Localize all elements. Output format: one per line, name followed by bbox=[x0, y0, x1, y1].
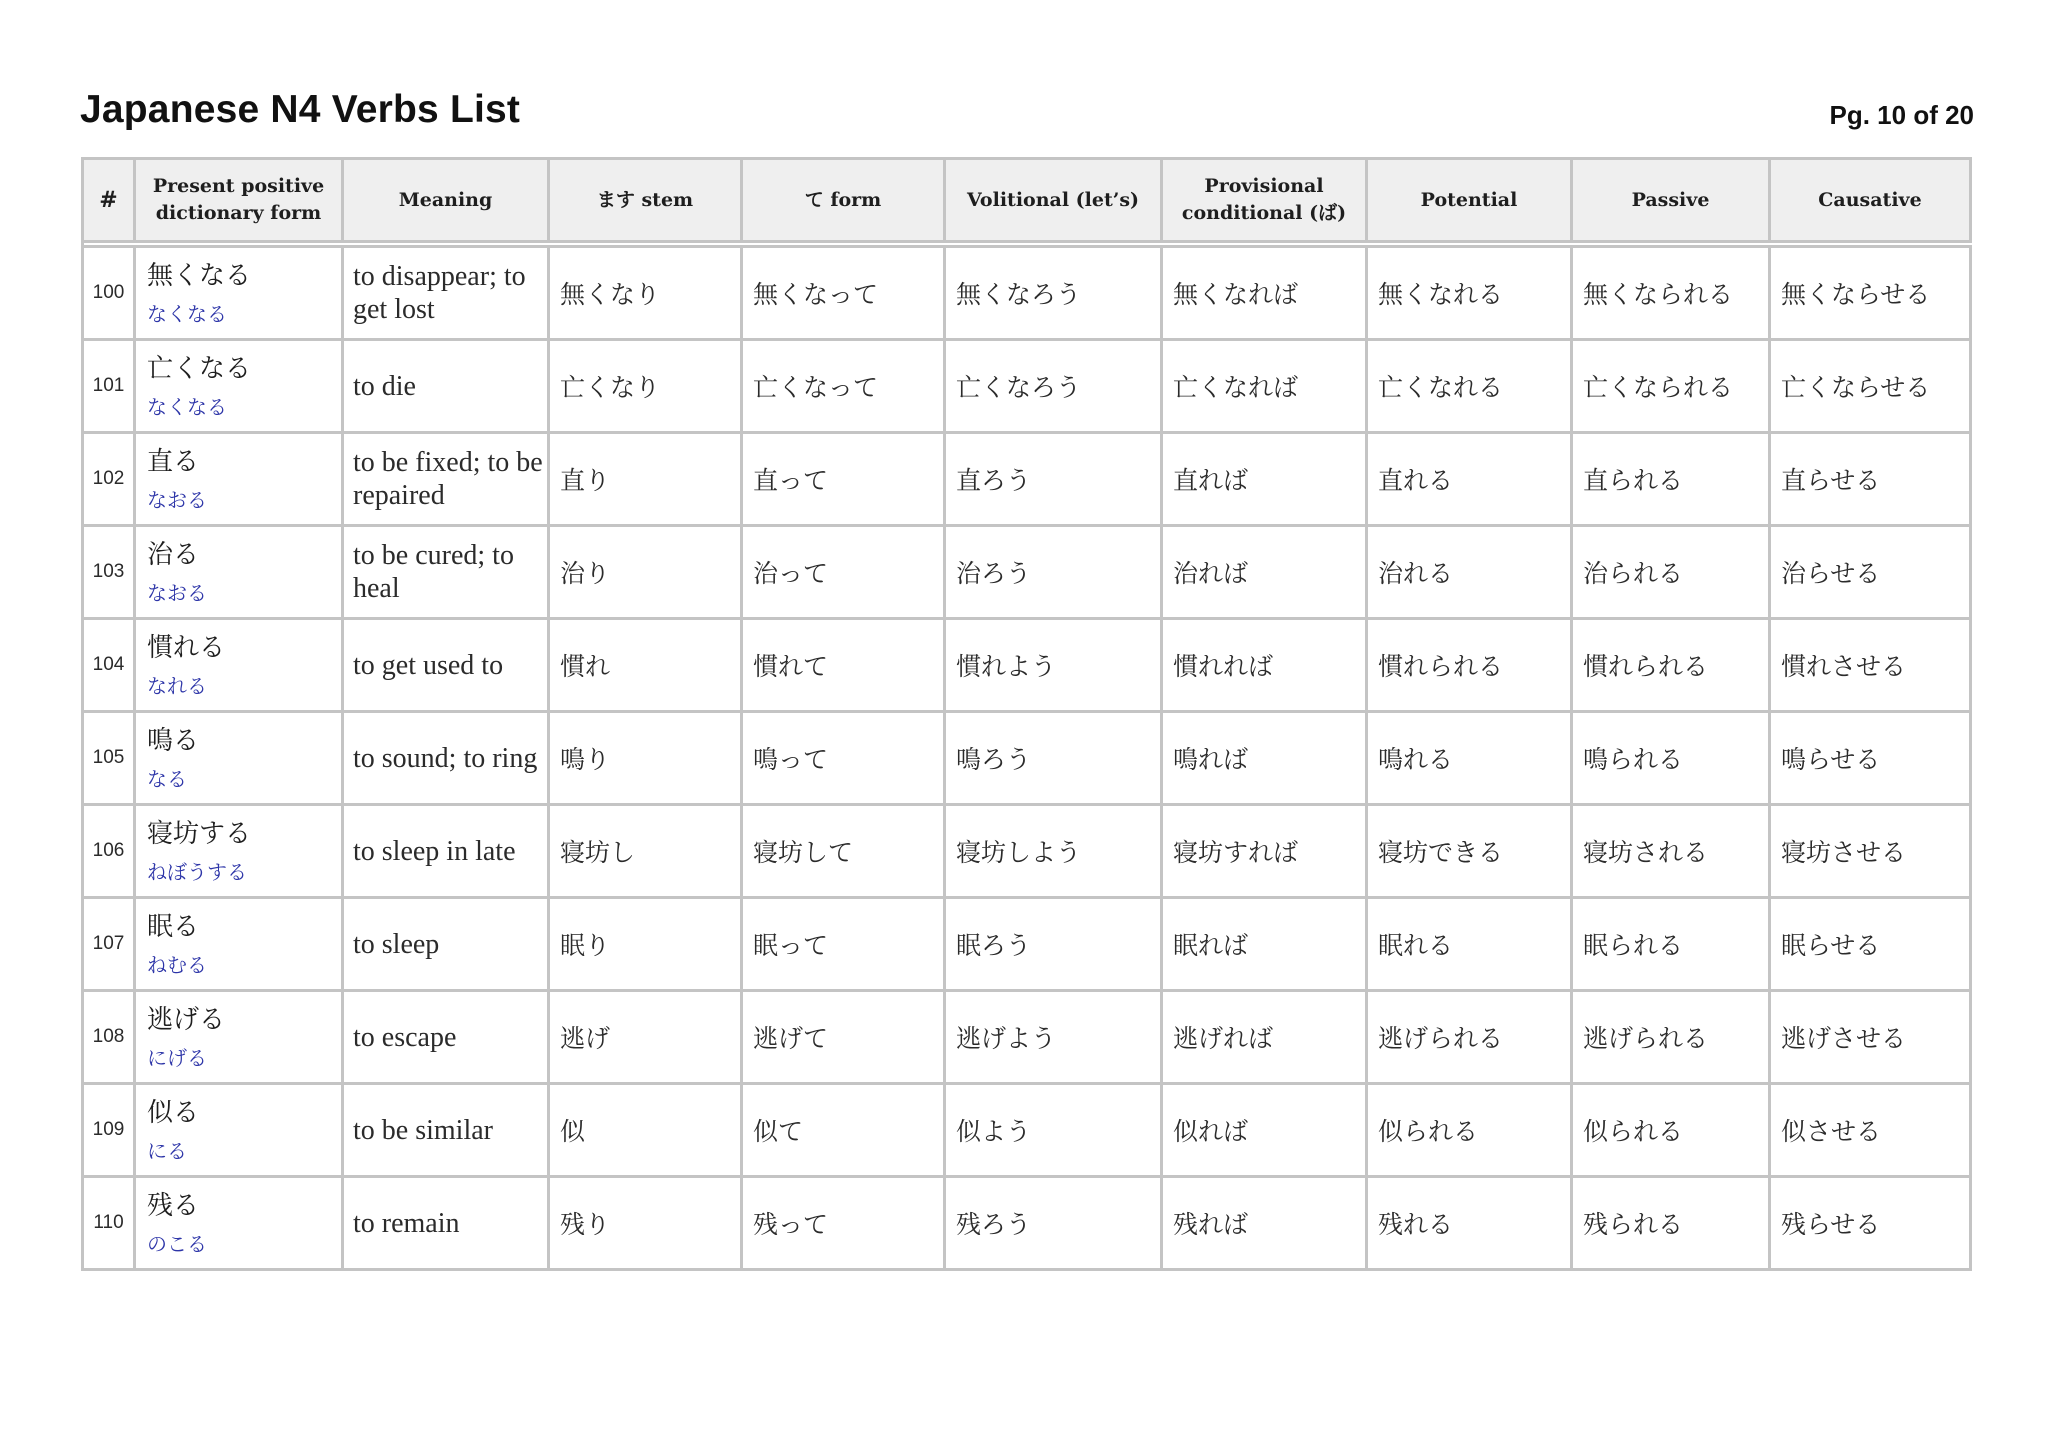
te-form-cell: 逃げて bbox=[743, 992, 946, 1085]
causative-cell: 似させる bbox=[1771, 1085, 1972, 1178]
passive-cell: 治られる bbox=[1573, 527, 1771, 620]
header-cell-meaning: Meaning bbox=[344, 160, 550, 243]
dictionary-form-kanji: 慣れる bbox=[147, 633, 226, 663]
causative-cell: 治らせる bbox=[1771, 527, 1972, 620]
meaning-cell: to disappear; to get lost bbox=[344, 248, 550, 341]
masu-stem-cell: 残り bbox=[550, 1178, 743, 1271]
row-number: 107 bbox=[84, 899, 136, 992]
masu-stem-cell: 似 bbox=[550, 1085, 743, 1178]
header-cell-number: # bbox=[84, 160, 136, 243]
table-row bbox=[84, 806, 1972, 899]
row-number: 100 bbox=[84, 248, 136, 341]
potential-cell: 眠れる bbox=[1368, 899, 1573, 992]
dictionary-form-kanji: 直る bbox=[147, 447, 200, 477]
table-row bbox=[84, 341, 1972, 434]
masu-stem-cell: 眠り bbox=[550, 899, 743, 992]
volitional-cell: 寝坊しよう bbox=[946, 806, 1163, 899]
causative-cell: 逃げさせる bbox=[1771, 992, 1972, 1085]
dictionary-form-kanji: 治る bbox=[147, 540, 200, 570]
dictionary-form-reading: なくなる bbox=[147, 395, 227, 419]
causative-cell: 残らせる bbox=[1771, 1178, 1972, 1271]
dictionary-form-reading: なる bbox=[147, 767, 187, 791]
table-row bbox=[84, 620, 1972, 713]
dictionary-form-cell bbox=[136, 713, 344, 806]
passive-cell: 逃げられる bbox=[1573, 992, 1771, 1085]
row-number: 105 bbox=[84, 713, 136, 806]
volitional-cell: 亡くなろう bbox=[946, 341, 1163, 434]
provisional-cell: 逃げれば bbox=[1163, 992, 1368, 1085]
verbs-table-container bbox=[81, 157, 1969, 1271]
table-row bbox=[84, 434, 1972, 527]
header-cell-dictionary-form: Present positive dictionary form bbox=[136, 160, 344, 243]
header-cell-provisional: Provisional conditional (ば) bbox=[1163, 160, 1368, 243]
volitional-cell: 治ろう bbox=[946, 527, 1163, 620]
provisional-cell: 残れば bbox=[1163, 1178, 1368, 1271]
potential-cell: 鳴れる bbox=[1368, 713, 1573, 806]
dictionary-form-kanji: 逃げる bbox=[147, 1005, 226, 1035]
header-cell-te-form: て form bbox=[743, 160, 946, 243]
dictionary-form-reading: にげる bbox=[147, 1046, 207, 1070]
passive-cell: 鳴られる bbox=[1573, 713, 1771, 806]
te-form-cell: 治って bbox=[743, 527, 946, 620]
provisional-cell: 似れば bbox=[1163, 1085, 1368, 1178]
table-body bbox=[84, 248, 1972, 1271]
volitional-cell: 残ろう bbox=[946, 1178, 1163, 1271]
dictionary-form-cell bbox=[136, 248, 344, 341]
provisional-cell: 鳴れば bbox=[1163, 713, 1368, 806]
volitional-cell: 似よう bbox=[946, 1085, 1163, 1178]
dictionary-form-reading: のこる bbox=[147, 1232, 207, 1256]
volitional-cell: 直ろう bbox=[946, 434, 1163, 527]
volitional-cell: 鳴ろう bbox=[946, 713, 1163, 806]
volitional-cell: 眠ろう bbox=[946, 899, 1163, 992]
te-form-cell: 直って bbox=[743, 434, 946, 527]
passive-cell: 寝坊される bbox=[1573, 806, 1771, 899]
te-form-cell: 無くなって bbox=[743, 248, 946, 341]
te-form-cell: 似て bbox=[743, 1085, 946, 1178]
header-cell-masu-stem: ます stem bbox=[550, 160, 743, 243]
masu-stem-cell: 鳴り bbox=[550, 713, 743, 806]
dictionary-form-reading: なれる bbox=[147, 674, 207, 698]
dictionary-form-reading: ねぼうする bbox=[147, 860, 247, 884]
meaning-cell: to be fixed; to be repaired bbox=[344, 434, 550, 527]
meaning-cell: to die bbox=[344, 341, 550, 434]
header-row bbox=[84, 160, 1972, 243]
dictionary-form-reading: なおる bbox=[147, 488, 207, 512]
passive-cell: 慣れられる bbox=[1573, 620, 1771, 713]
dictionary-form-cell bbox=[136, 806, 344, 899]
table-row bbox=[84, 992, 1972, 1085]
meaning-cell: to be similar bbox=[344, 1085, 550, 1178]
dictionary-form-cell bbox=[136, 341, 344, 434]
passive-cell: 眠られる bbox=[1573, 899, 1771, 992]
causative-cell: 寝坊させる bbox=[1771, 806, 1972, 899]
dictionary-form-kanji: 残る bbox=[147, 1191, 200, 1221]
volitional-cell: 無くなろう bbox=[946, 248, 1163, 341]
provisional-cell: 治れば bbox=[1163, 527, 1368, 620]
dictionary-form-cell bbox=[136, 899, 344, 992]
header-cell-volitional: Volitional (let’s) bbox=[946, 160, 1163, 243]
dictionary-form-cell bbox=[136, 434, 344, 527]
dictionary-form-cell bbox=[136, 527, 344, 620]
row-number: 108 bbox=[84, 992, 136, 1085]
table-row bbox=[84, 1178, 1972, 1271]
dictionary-form-kanji: 無くなる bbox=[147, 261, 252, 291]
header-cell-causative: Causative bbox=[1771, 160, 1972, 243]
masu-stem-cell: 寝坊し bbox=[550, 806, 743, 899]
causative-cell: 無くならせる bbox=[1771, 248, 1972, 341]
passive-cell: 似られる bbox=[1573, 1085, 1771, 1178]
dictionary-form-reading: にる bbox=[147, 1139, 187, 1163]
provisional-cell: 亡くなれば bbox=[1163, 341, 1368, 434]
masu-stem-cell: 治り bbox=[550, 527, 743, 620]
passive-cell: 直られる bbox=[1573, 434, 1771, 527]
causative-cell: 鳴らせる bbox=[1771, 713, 1972, 806]
dictionary-form-kanji: 鳴る bbox=[147, 726, 200, 756]
causative-cell: 直らせる bbox=[1771, 434, 1972, 527]
table-row bbox=[84, 1085, 1972, 1178]
potential-cell: 直れる bbox=[1368, 434, 1573, 527]
potential-cell: 無くなれる bbox=[1368, 248, 1573, 341]
te-form-cell: 亡くなって bbox=[743, 341, 946, 434]
row-number: 104 bbox=[84, 620, 136, 713]
row-number: 102 bbox=[84, 434, 136, 527]
dictionary-form-reading: ねむる bbox=[147, 953, 207, 977]
table-header bbox=[84, 160, 1972, 248]
masu-stem-cell: 亡くなり bbox=[550, 341, 743, 434]
page-title: Japanese N4 Verbs List bbox=[80, 88, 521, 131]
table-row bbox=[84, 713, 1972, 806]
dictionary-form-cell bbox=[136, 620, 344, 713]
potential-cell: 慣れられる bbox=[1368, 620, 1573, 713]
provisional-cell: 寝坊すれば bbox=[1163, 806, 1368, 899]
row-number: 110 bbox=[84, 1178, 136, 1271]
meaning-cell: to sleep bbox=[344, 899, 550, 992]
table-row bbox=[84, 527, 1972, 620]
te-form-cell: 眠って bbox=[743, 899, 946, 992]
provisional-cell: 直れば bbox=[1163, 434, 1368, 527]
masu-stem-cell: 慣れ bbox=[550, 620, 743, 713]
potential-cell: 残れる bbox=[1368, 1178, 1573, 1271]
row-number: 103 bbox=[84, 527, 136, 620]
dictionary-form-kanji: 亡くなる bbox=[147, 354, 252, 384]
provisional-cell: 慣れれば bbox=[1163, 620, 1368, 713]
meaning-cell: to sleep in late bbox=[344, 806, 550, 899]
dictionary-form-reading: なおる bbox=[147, 581, 207, 605]
causative-cell: 眠らせる bbox=[1771, 899, 1972, 992]
potential-cell: 寝坊できる bbox=[1368, 806, 1573, 899]
table-row bbox=[84, 248, 1972, 341]
dictionary-form-cell bbox=[136, 1085, 344, 1178]
masu-stem-cell: 無くなり bbox=[550, 248, 743, 341]
provisional-cell: 無くなれば bbox=[1163, 248, 1368, 341]
dictionary-form-reading: なくなる bbox=[147, 302, 227, 326]
volitional-cell: 慣れよう bbox=[946, 620, 1163, 713]
page-number: Pg. 10 of 20 bbox=[1829, 100, 1974, 130]
meaning-cell: to get used to bbox=[344, 620, 550, 713]
dictionary-form-kanji: 眠る bbox=[147, 912, 200, 942]
causative-cell: 慣れさせる bbox=[1771, 620, 1972, 713]
volitional-cell: 逃げよう bbox=[946, 992, 1163, 1085]
meaning-cell: to escape bbox=[344, 992, 550, 1085]
te-form-cell: 寝坊して bbox=[743, 806, 946, 899]
verbs-table bbox=[81, 157, 1972, 1271]
table-row bbox=[84, 899, 1972, 992]
meaning-cell: to sound; to ring bbox=[344, 713, 550, 806]
dictionary-form-kanji: 似る bbox=[147, 1098, 200, 1128]
masu-stem-cell: 逃げ bbox=[550, 992, 743, 1085]
meaning-cell: to remain bbox=[344, 1178, 550, 1271]
dictionary-form-cell bbox=[136, 1178, 344, 1271]
header-cell-potential: Potential bbox=[1368, 160, 1573, 243]
header-cell-passive: Passive bbox=[1573, 160, 1771, 243]
passive-cell: 残られる bbox=[1573, 1178, 1771, 1271]
te-form-cell: 鳴って bbox=[743, 713, 946, 806]
provisional-cell: 眠れば bbox=[1163, 899, 1368, 992]
dictionary-form-kanji: 寝坊する bbox=[147, 819, 252, 849]
masu-stem-cell: 直り bbox=[550, 434, 743, 527]
potential-cell: 逃げられる bbox=[1368, 992, 1573, 1085]
te-form-cell: 慣れて bbox=[743, 620, 946, 713]
potential-cell: 似られる bbox=[1368, 1085, 1573, 1178]
dictionary-form-cell bbox=[136, 992, 344, 1085]
row-number: 101 bbox=[84, 341, 136, 434]
potential-cell: 亡くなれる bbox=[1368, 341, 1573, 434]
meaning-cell: to be cured; to heal bbox=[344, 527, 550, 620]
potential-cell: 治れる bbox=[1368, 527, 1573, 620]
passive-cell: 無くなられる bbox=[1573, 248, 1771, 341]
passive-cell: 亡くなられる bbox=[1573, 341, 1771, 434]
causative-cell: 亡くならせる bbox=[1771, 341, 1972, 434]
te-form-cell: 残って bbox=[743, 1178, 946, 1271]
row-number: 109 bbox=[84, 1085, 136, 1178]
row-number: 106 bbox=[84, 806, 136, 899]
